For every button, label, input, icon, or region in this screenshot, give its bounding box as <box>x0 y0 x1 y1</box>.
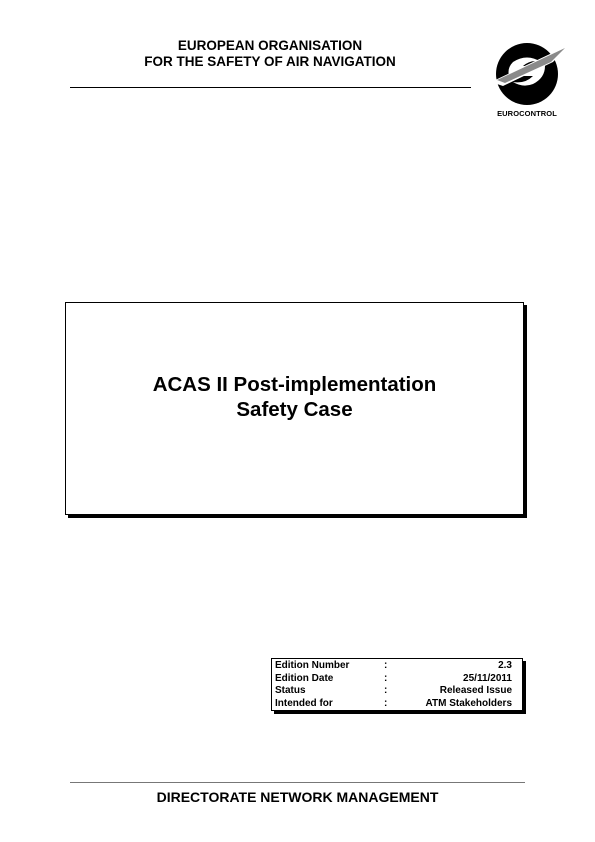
edition-separator: : <box>384 660 388 671</box>
organisation-title <box>70 38 470 70</box>
footer-divider <box>70 782 525 783</box>
eurocontrol-logo <box>483 40 571 120</box>
logo-wordmark: EUROCONTROL <box>497 109 557 118</box>
edition-label: Status <box>275 685 306 696</box>
edition-value: ATM Stakeholders <box>425 697 512 709</box>
edition-row <box>272 698 522 711</box>
edition-label: Edition Number <box>275 660 350 671</box>
document-title-line-1: ACAS II Post-implementation <box>152 373 437 396</box>
edition-separator: : <box>384 672 388 684</box>
edition-separator: : <box>384 697 388 709</box>
edition-separator: : <box>384 685 388 696</box>
organisation-line-2: FOR THE SAFETY OF AIR NAVIGATION <box>144 54 396 69</box>
edition-value: 2.3 <box>498 660 512 671</box>
edition-value: 25/11/2011 <box>463 672 512 684</box>
document-title-box <box>65 302 524 515</box>
footer-directorate: DIRECTORATE NETWORK MANAGEMENT <box>156 789 439 805</box>
edition-info-table <box>271 658 523 711</box>
edition-row <box>272 673 522 686</box>
header-divider <box>70 87 471 88</box>
edition-label: Edition Date <box>275 672 334 684</box>
organisation-line-1: EUROPEAN ORGANISATION <box>177 38 363 53</box>
edition-value: Released Issue <box>439 685 512 696</box>
eurocontrol-emblem-icon <box>483 40 571 110</box>
edition-label: Intended for <box>275 697 333 709</box>
document-title-line-2: Safety Case <box>236 398 353 421</box>
edition-row <box>272 685 522 698</box>
edition-row <box>272 660 522 673</box>
